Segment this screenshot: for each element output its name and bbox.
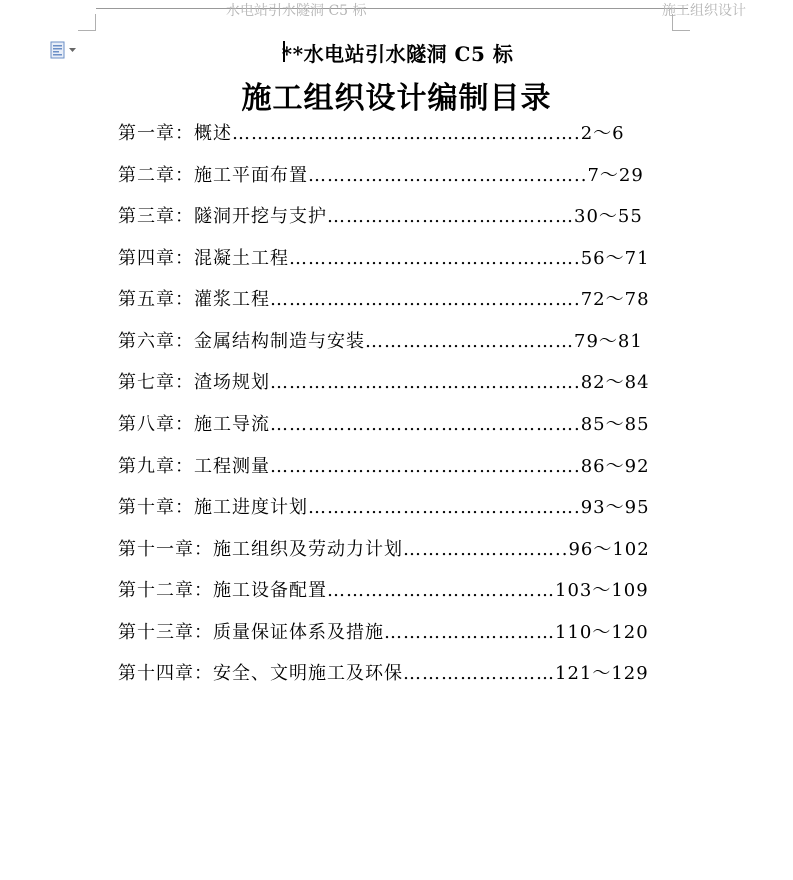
toc-entry: 第十二章：施工设备配置………………………………103～109	[118, 580, 649, 601]
toc-entry: 第十一章：施工组织及劳动力计划……………………..96～102	[118, 539, 650, 560]
toc-entry: 第三章：隧洞开挖与支护…………………………………30～55	[118, 206, 643, 227]
toc-entry: 第九章：工程测量………………………………………….86～92	[118, 456, 650, 477]
toc-entry: 第十章：施工进度计划…………………………………….93～95	[118, 497, 650, 518]
toc-entry: 第十三章：质量保证体系及措施………………………110～120	[118, 622, 649, 643]
toc-entry: 第八章：施工导流………………………………………….85～85	[118, 414, 650, 435]
subtitle-text: **水电站引水隧洞 C5 标	[281, 42, 514, 66]
header-divider	[96, 3, 746, 19]
toc-entry: 第七章：渣场规划………………………………………….82～84	[118, 372, 650, 393]
toc-entry: 第十四章：安全、文明施工及环保……………………121～129	[118, 663, 649, 684]
toc-entry: 第四章：混凝土工程……………………………………….56～71	[118, 248, 650, 269]
toc-entry: 第二章：施工平面布置……………………………………..7～29	[118, 165, 644, 186]
toc-entry: 第六章：金属结构制造与安装……………………………79～81	[118, 331, 643, 352]
toc-entry: 第五章：灌浆工程………………………………………….72～78	[118, 289, 650, 310]
document-title: 施工组织设计编制目录	[241, 81, 552, 116]
margin-corner-top-right	[672, 14, 690, 31]
margin-corner-top-left	[78, 14, 96, 31]
header-right-text: 施工组织设计	[662, 3, 746, 19]
document-subtitle	[0, 38, 793, 67]
header-left-text: 水电站引水隧洞 C5 标	[226, 3, 367, 19]
toc-entry: 第一章：概述……………………………………………….2～6	[118, 123, 625, 144]
